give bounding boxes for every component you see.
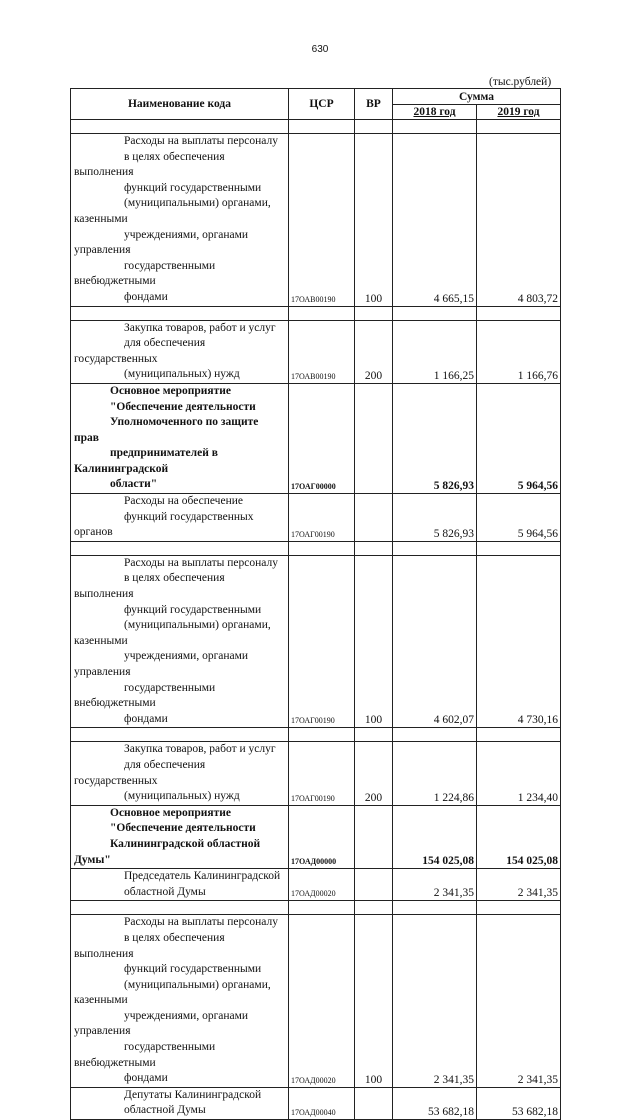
row-vr [355,869,393,901]
row-name-line: Расходы на выплаты персоналу [124,916,278,929]
row-name-line: "Обеспечение деятельности [110,822,256,835]
row-sum-2018: 53 682,18 [393,1087,477,1119]
row-sum-2018: 2 341,35 [393,869,477,901]
row-name [71,494,289,542]
budget-table [70,88,561,1120]
row-name-line: области" [110,478,158,491]
row-name-line: Закупка товаров, работ и услуг [124,743,276,756]
row-vr: 100 [355,134,393,307]
row-sum-2018: 154 025,08 [393,805,477,868]
table-row [71,915,561,1088]
row-name-line: учреждениями, органами управления [74,650,249,678]
row-name-line: (муниципальными) органами, казенными [74,978,271,1007]
row-vr: 100 [355,555,393,728]
row-name-line: фондами [124,712,168,725]
row-name-line: Калининградской областной Думы" [74,837,261,866]
row-name-line: в целях обеспечения выполнения [74,931,225,960]
row-sum-2018: 5 826,93 [393,494,477,542]
row-name [71,1087,289,1119]
row-sum-2019: 5 964,56 [477,494,561,542]
table-row [71,494,561,542]
row-name-line: Основное мероприятие [110,384,232,397]
row-name-line: областной Думы [124,885,206,898]
row-name [71,915,289,1088]
row-sum-2018: 5 826,93 [393,383,477,493]
row-csr: 17ОАД00020 [289,915,355,1088]
row-name-line: Расходы на обеспечение [124,495,243,508]
row-vr [355,383,393,493]
row-name [71,383,289,493]
row-csr: 17ОАД00000 [289,805,355,868]
row-name-line: государственными внебюджетными [74,681,216,710]
header-2019: 2019 год [477,104,561,120]
row-name-line: предпринимателей в Калининградской [74,447,218,475]
row-name-line: для обеспечения государственных [74,337,206,365]
row-csr: 17ОАГ00190 [289,555,355,728]
row-name-line: Расходы на выплаты персоналу [124,135,278,147]
row-csr: 17ОАВ00190 [289,320,355,383]
row-sum-2019: 4 730,16 [477,555,561,728]
row-csr: 17ОАГ00000 [289,383,355,493]
row-name-line: областной Думы [124,1104,206,1117]
row-vr: 100 [355,915,393,1088]
row-name [71,320,289,383]
page-number: 630 [311,44,329,55]
header-2018: 2018 год [393,104,477,120]
row-name-line: государственными внебюджетными [74,1041,216,1069]
table-body [71,120,561,1120]
row-name-line: (муниципальных) нужд [124,368,240,381]
row-name-line: Уполномоченного по защите прав [74,416,259,444]
spacer-row [71,901,561,915]
row-name-line: учреждениями, органами управления [74,1009,249,1038]
table-row [71,320,561,383]
row-sum-2019: 5 964,56 [477,383,561,493]
row-name-line: Расходы на выплаты персоналу [124,556,278,569]
row-name-line: функций государственными [124,181,262,194]
row-sum-2019: 1 166,76 [477,320,561,383]
row-sum-2018: 4 602,07 [393,555,477,728]
row-name-line: Председатель Калининградской [124,870,281,883]
table-row [71,383,561,493]
row-sum-2018: 2 341,35 [393,915,477,1088]
row-name-line: функций государственными [124,963,262,976]
row-vr [355,494,393,542]
header-sum: Сумма [393,89,561,105]
header-csr: ЦСР [289,89,355,120]
row-name-line: (муниципальными) органами, казенными [74,197,271,225]
row-name-line: "Обеспечение деятельности [110,400,256,413]
row-csr: 17ОАГ00190 [289,494,355,542]
row-name-line: государственными внебюджетными [74,259,216,288]
row-name-line: Основное мероприятие [110,806,232,819]
row-name [71,742,289,805]
row-sum-2019: 154 025,08 [477,805,561,868]
row-name-line: в целях обеспечения выполнения [74,150,225,179]
table-row [71,742,561,805]
row-name [71,805,289,868]
row-sum-2019: 1 234,40 [477,742,561,805]
row-csr: 17ОАВ00190 [289,134,355,307]
row-vr: 200 [355,742,393,805]
table-row [71,805,561,868]
row-name-line: функций государственных органов [74,510,254,539]
row-sum-2018: 1 166,25 [393,320,477,383]
table-row [71,555,561,728]
spacer-row [71,306,561,320]
row-name-line: для обеспечения государственных [74,758,206,787]
row-name-line: функций государственными [124,603,262,616]
row-csr: 17ОАД00040 [289,1087,355,1119]
row-name-line: в целях обеспечения выполнения [74,572,225,601]
row-name-line: (муниципальных) нужд [124,790,240,803]
row-sum-2019: 4 803,72 [477,134,561,307]
header-name: Наименование кода [71,89,289,120]
row-name [71,134,289,307]
row-name-line: учреждениями, органами управления [74,228,249,257]
row-vr [355,805,393,868]
header-vr: ВР [355,89,393,120]
row-csr: 17ОАД00020 [289,869,355,901]
row-sum-2019: 53 682,18 [477,1087,561,1119]
row-name [71,555,289,728]
spacer-row [71,728,561,742]
table-row [71,869,561,901]
row-name [71,869,289,901]
row-csr: 17ОАГ00190 [289,742,355,805]
row-vr: 200 [355,320,393,383]
row-vr [355,1087,393,1119]
row-sum-2019: 2 341,35 [477,915,561,1088]
spacer-row [71,541,561,555]
row-name-line: Закупка товаров, работ и услуг [124,321,276,334]
row-sum-2018: 1 224,86 [393,742,477,805]
row-sum-2018: 4 665,15 [393,134,477,307]
row-name-line: Депутаты Калининградской [124,1088,262,1101]
units-label: (тыс.рублей) [489,76,552,88]
table-row [71,134,561,307]
row-name-line: (муниципальными) органами, казенными [74,619,271,647]
table-row [71,1087,561,1119]
row-name-line: фондами [124,1072,168,1085]
row-sum-2019: 2 341,35 [477,869,561,901]
row-name-line: фондами [124,290,168,303]
